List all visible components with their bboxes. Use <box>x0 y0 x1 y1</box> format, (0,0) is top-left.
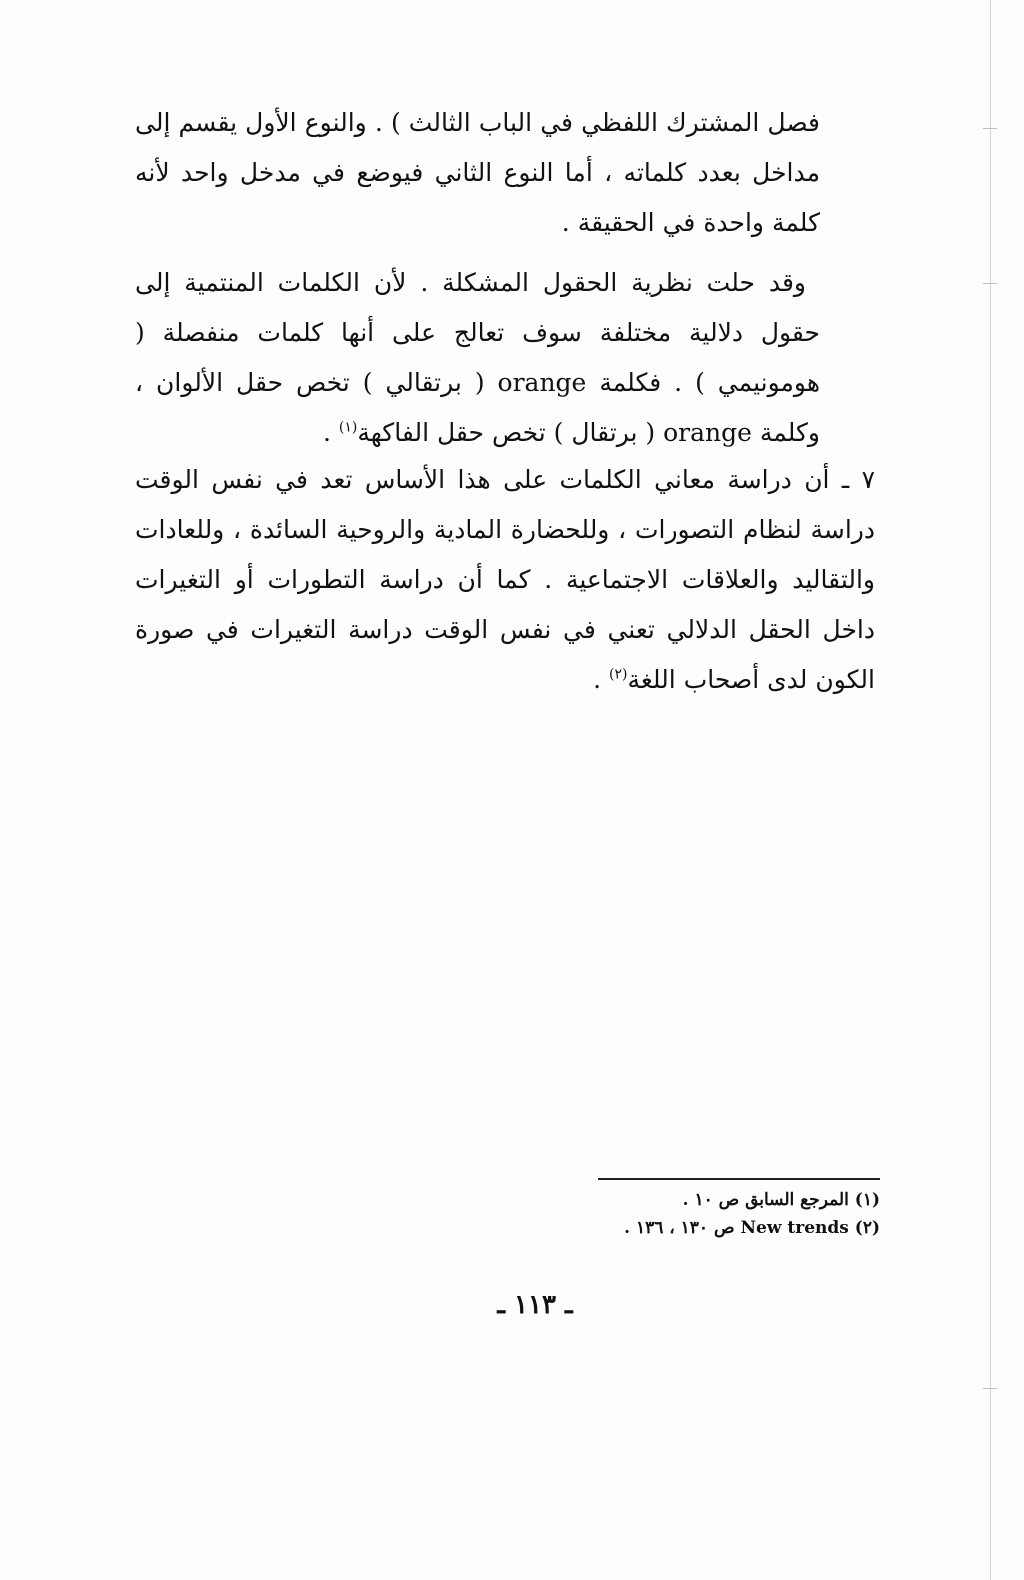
sentence-end: . <box>593 665 602 694</box>
page-number: ـ ١١٣ ـ <box>497 1290 573 1320</box>
item-text: أن دراسة معاني الكلمات على هذا الأساس تعد في نفس الوقت دراسة لنظام التصورات ، وللحضارة المادية والروحية السائدة ، وللعادات والتقاليد والعلاقات الاجتماعية . كما أن دراسة التطورات أو التغيرات داخل الحقل الدلالي تعني في نفس الوقت دراسة التغيرات في صورة الكون لدى أصحاب اللغة <box>135 465 875 694</box>
edge-tick-mark <box>983 128 997 129</box>
latin-word-orange: orange <box>663 418 752 447</box>
footnote-2-title: New trends <box>740 1218 849 1238</box>
paragraph-2 <box>135 258 820 458</box>
paragraph-2-part-1: وقد حلت نظرية الحقول المشكلة . لأن الكلمات المنتمية إلى حقول دلالية مختلفة سوف تعالج على أنها كلمات منفصلة ( هومونيمي ) . فكلمة <box>135 268 820 397</box>
paragraph-2-part-2: ( برتقالي ) تخص حقل الألوان ، وكلمة <box>135 368 820 447</box>
numbered-item-7 <box>135 455 875 705</box>
footnote-2-number: (٢) <box>854 1218 880 1238</box>
sentence-end: . <box>323 418 331 447</box>
paragraph-1: فصل المشترك اللفظي في الباب الثالث ) . والنوع الأول يقسم إلى مداخل بعدد كلماته ، أما النوع الثاني فيوضع في مدخل واحد لأنه كلمة واحدة في الحقيقة . <box>135 108 820 237</box>
footnotes <box>560 1186 880 1242</box>
footnote-2 <box>560 1214 880 1242</box>
footnote-separator <box>598 1178 880 1180</box>
page-edge-line <box>990 0 991 1580</box>
footnote-reference: (٢) <box>608 666 628 683</box>
footnote-reference: (١) <box>338 419 358 436</box>
footnote-2-pages: ص ١٣٠ ، ١٣٦ . <box>624 1218 735 1238</box>
latin-word-orange: orange <box>497 368 587 397</box>
footnote-1: (١) المرجع السابق ص ١٠ . <box>682 1190 880 1210</box>
edge-tick-mark <box>983 1388 997 1389</box>
edge-tick-mark <box>983 283 997 284</box>
paragraph-2-part-3: ( برتقال ) تخص حقل الفاكهة <box>357 418 656 447</box>
item-number: ٧ ـ <box>841 465 875 494</box>
